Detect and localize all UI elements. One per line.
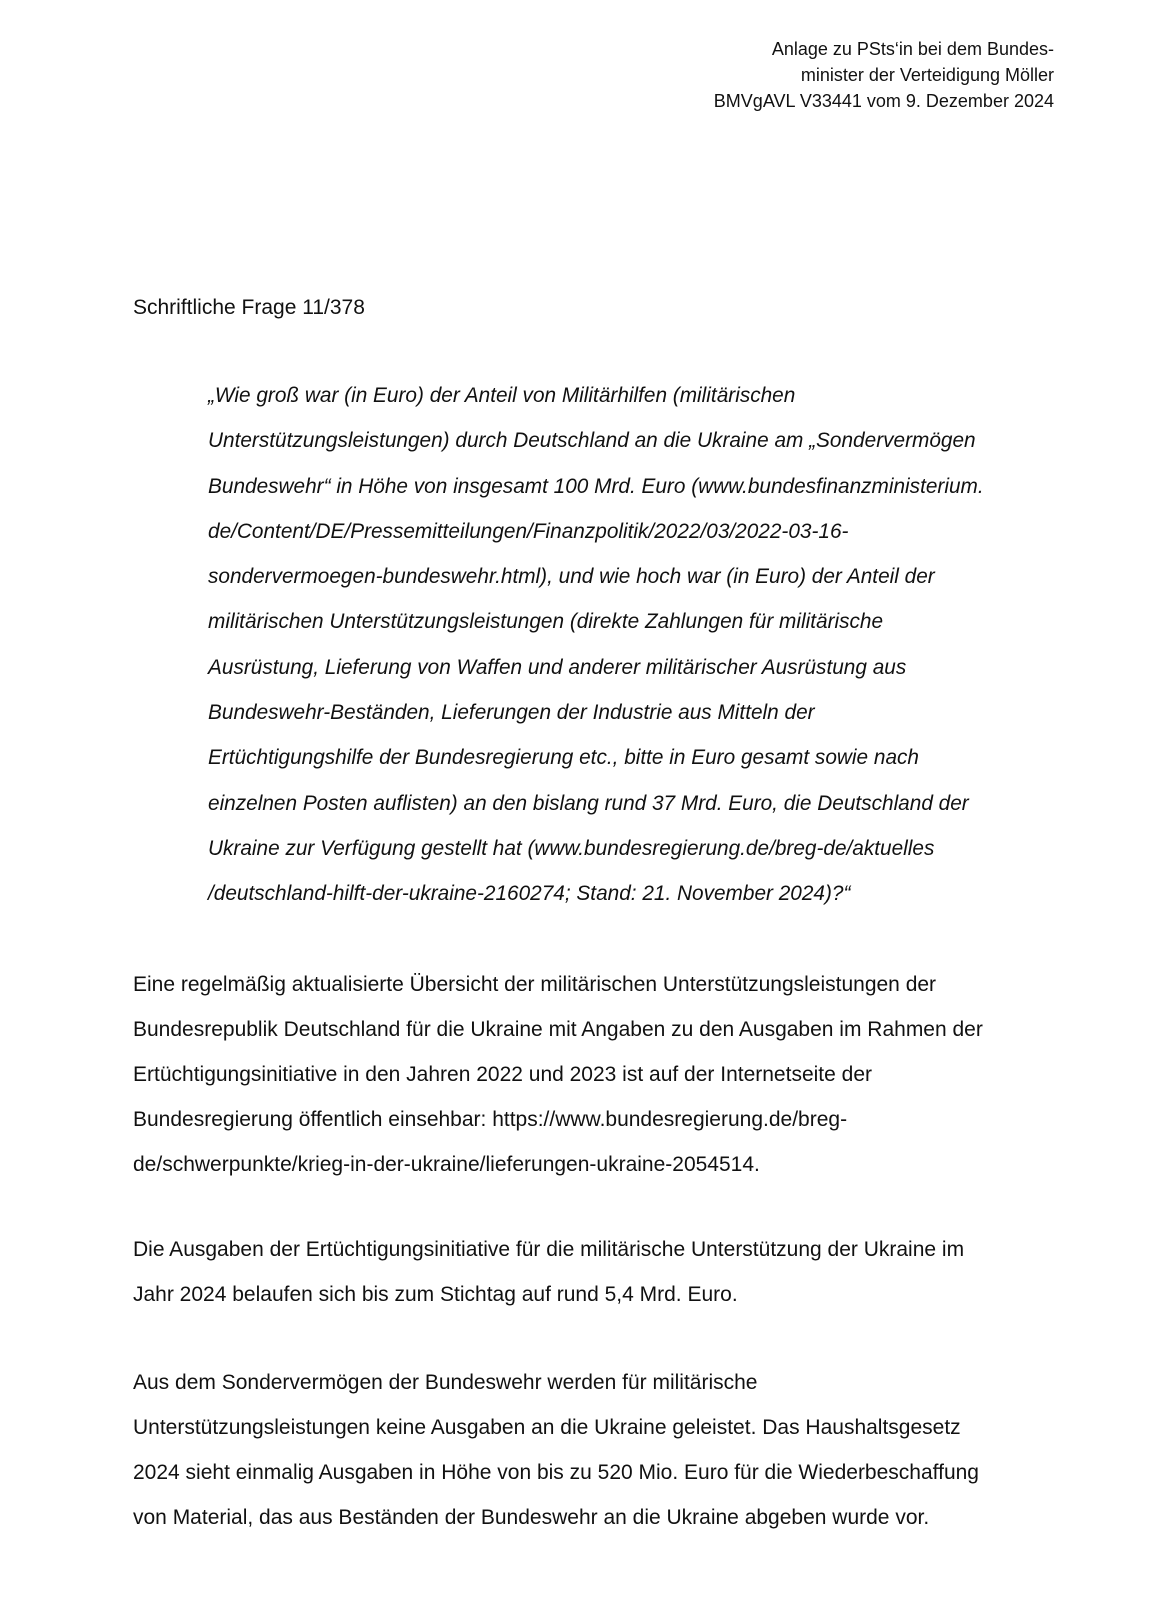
answer-paragraph-2024-spending [133,1233,1083,1323]
quote-line: einzelnen Posten auflisten) an den bislang rund 37 Mrd. Euro, die Deutschland der [208,791,969,815]
quote-line: militärischen Unterstützungsleistungen (direkte Zahlungen für militärische [208,610,884,634]
paragraph-line: de/schwerpunkte/krieg-in-der-ukraine/lieferungen-ukraine-2054514. [133,1153,760,1176]
paragraph-line: Jahr 2024 belaufen sich bis zum Stichtag auf rund 5,4 Mrd. Euro. [133,1283,738,1306]
paragraph-line: Eine regelmäßig aktualisierte Übersicht der militärischen Unterstützungsleistungen der [133,973,937,996]
quote-line: Ukraine zur Verfügung gestellt hat (www.bundesregierung.de/breg-de/aktuelles [208,836,935,860]
annex-header-line: BMVgAVL V33441 vom 9. Dezember 2024 [713,91,1054,111]
paragraph-line: Aus dem Sondervermögen der Bundeswehr werden für militärische [133,1371,758,1394]
paragraph-line: von Material, das aus Beständen der Bundeswehr an die Ukraine abgeben wurde vor. [133,1506,930,1529]
answer-paragraph-overview [133,968,1083,1193]
quote-line: Ertüchtigungshilfe der Bundesregierung etc., bitte in Euro gesamt sowie nach [208,746,919,770]
paragraph-line: Bundesregierung öffentlich einsehbar: https://www.bundesregierung.de/breg- [133,1108,848,1131]
quote-line: Bundeswehr-Beständen, Lieferungen der Industrie aus Mitteln der [208,701,815,725]
quote-line: Ausrüstung, Lieferung von Waffen und anderer militärischer Ausrüstung aus [208,655,907,679]
question-quote [208,379,1098,923]
quote-line: „Wie groß war (in Euro) der Anteil von Militärhilfen (militärischen [208,384,796,407]
answer-paragraph-special-fund [133,1366,1083,1546]
paragraph-line: Bundesrepublik Deutschland für die Ukraine mit Angaben zu den Ausgaben im Rahmen der [133,1018,983,1041]
paragraph-line: 2024 sieht einmalig Ausgaben in Höhe von bis zu 520 Mio. Euro für die Wiederbeschaffung [133,1461,979,1484]
question-title: Schriftliche Frage 11/378 [133,296,365,319]
quote-line: de/Content/DE/Pressemitteilungen/Finanzpolitik/2022/03/2022-03-16- [208,519,849,543]
paragraph-line: Ertüchtigungsinitiative in den Jahren 2022 und 2023 ist auf der Internetseite der [133,1063,872,1086]
quote-line: sondervermoegen-bundeswehr.html), und wie hoch war (in Euro) der Anteil der [208,565,935,589]
paragraph-line: Die Ausgaben der Ertüchtigungsinitiative für die militärische Unterstützung der Ukraine im [133,1238,965,1261]
paragraph-line: Unterstützungsleistungen keine Ausgaben an die Ukraine geleistet. Das Haushaltsgesetz [133,1416,961,1439]
quote-line: Unterstützungsleistungen) durch Deutschland an die Ukraine am „Sondervermögen [208,429,976,453]
quote-line: /deutschland-hilft-der-ukraine-2160274; Stand: 21. November 2024)?“ [208,882,851,906]
annex-header [714,36,1054,114]
annex-header-line: minister der Verteidigung Möller [800,65,1054,85]
annex-header-line: Anlage zu PSts‘in bei dem Bundes- [771,39,1054,59]
quote-line: Bundeswehr“ in Höhe von insgesamt 100 Mrd. Euro (www.bundesfinanzministerium. [208,474,984,498]
